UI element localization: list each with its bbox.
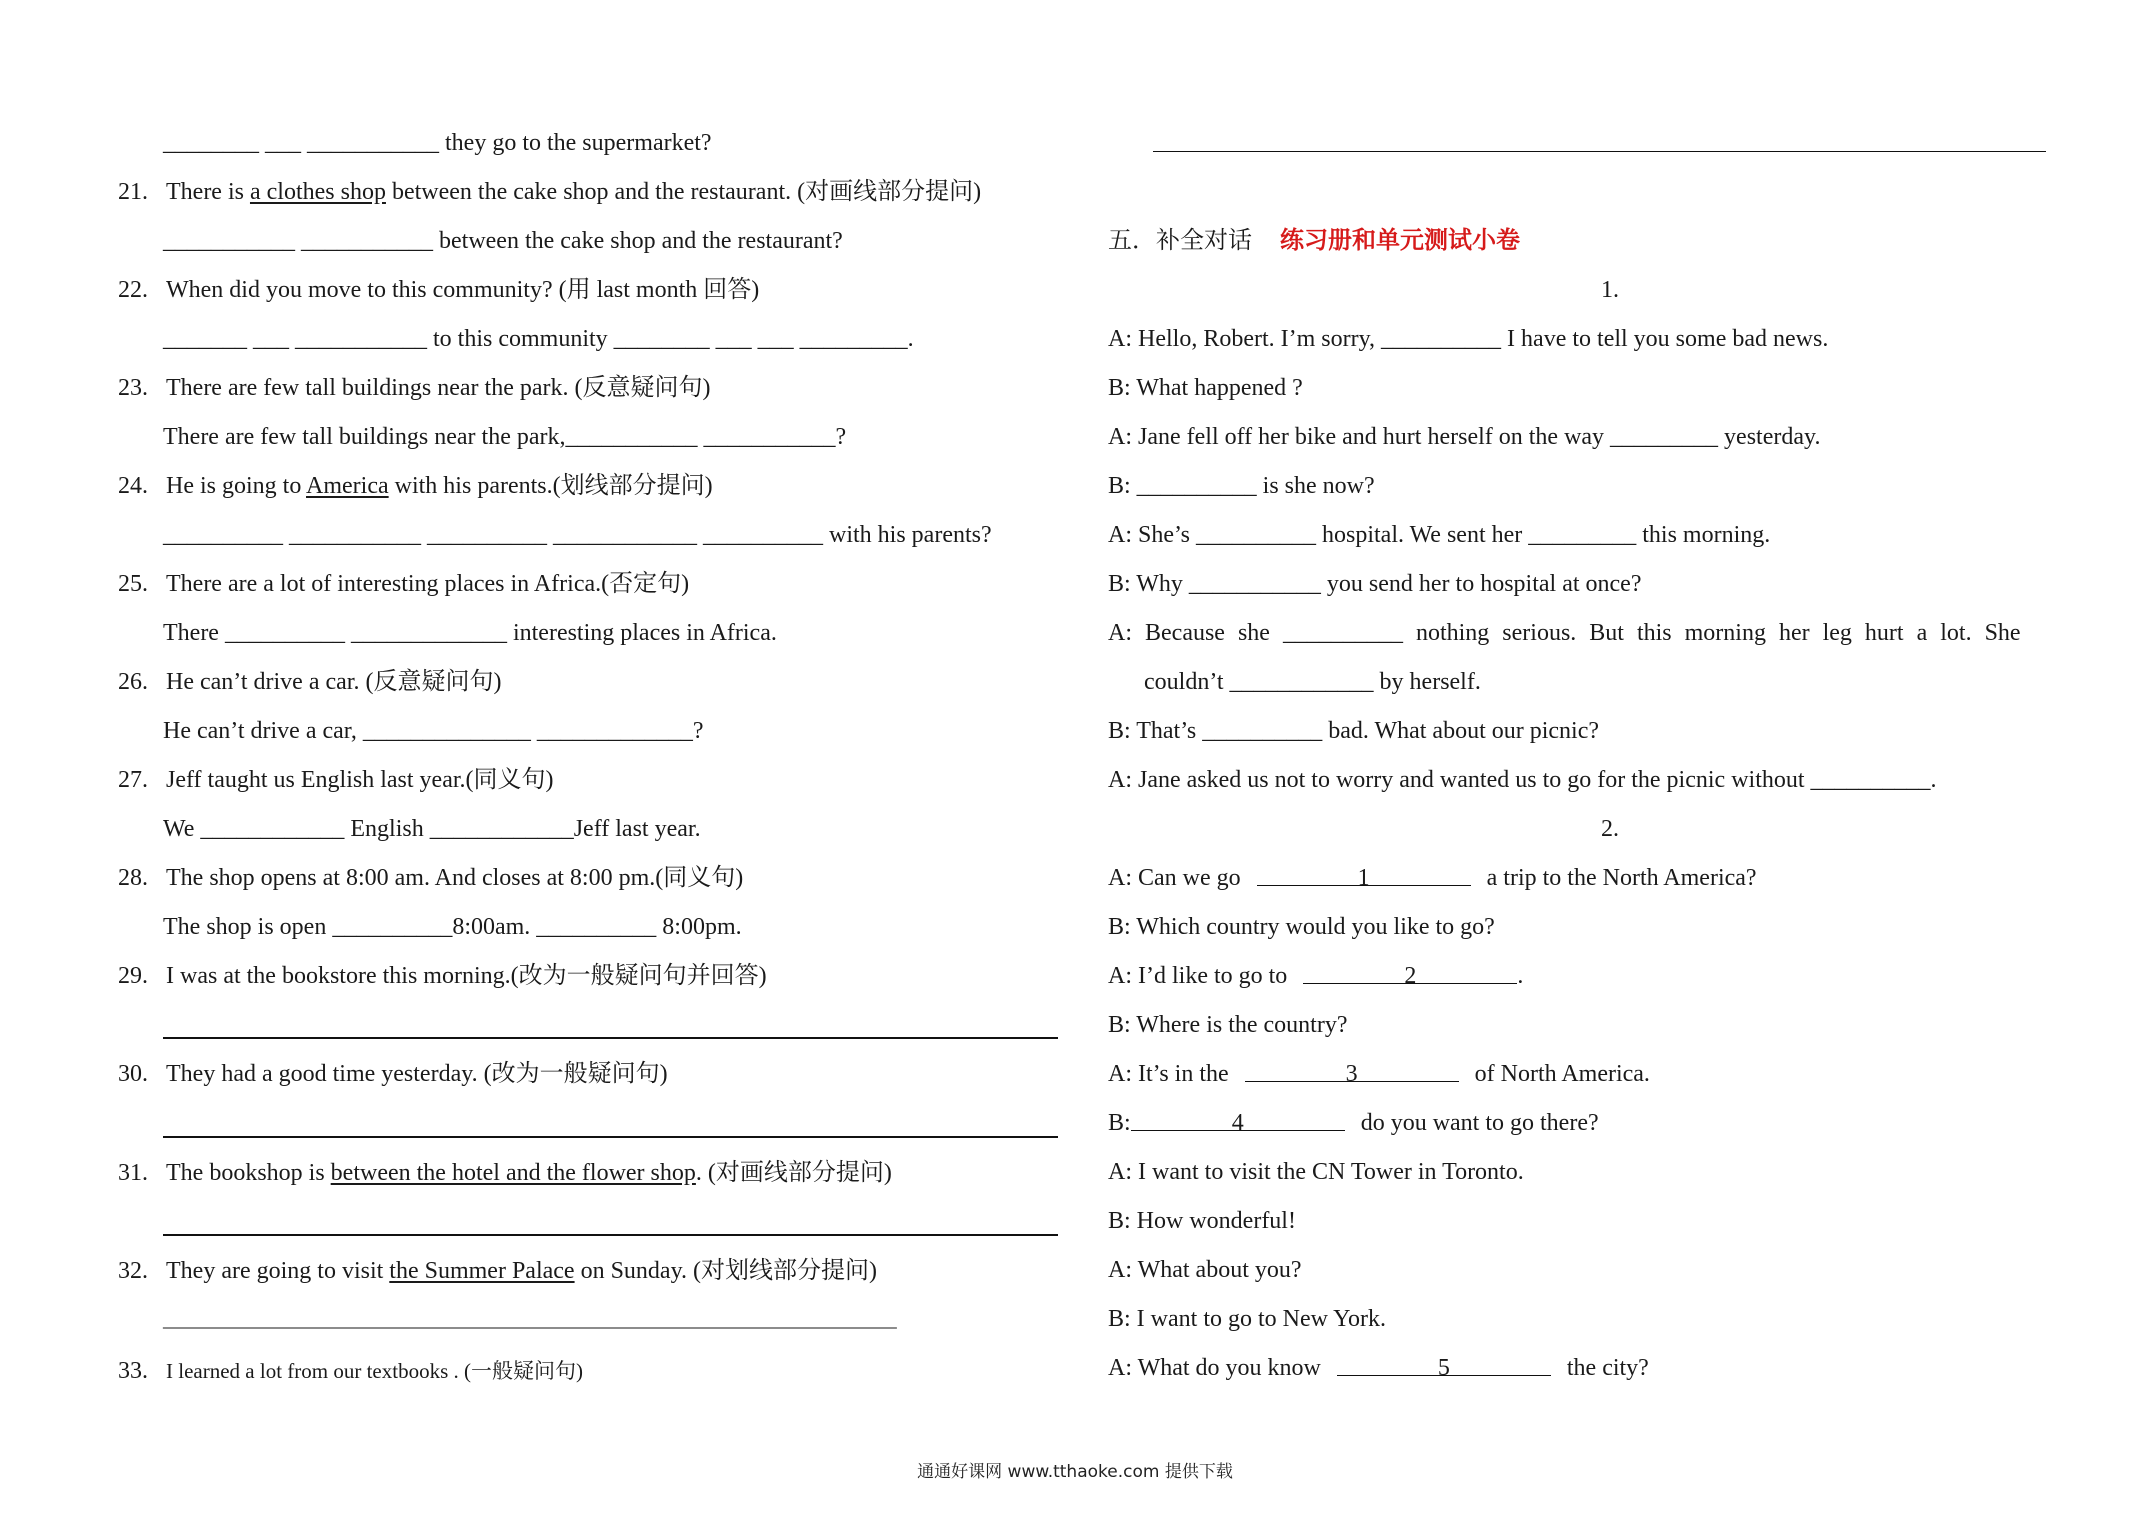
dialogue-2-line: B: Where is the country? [1108,1012,1348,1038]
answer-25: There __________ _____________ interesting places in Africa. [163,620,777,646]
question-number: 32. [118,1258,148,1284]
answer-27: We ____________ English ____________Jeff last year. [163,816,701,842]
dialogue-2-line: B: I want to go to New York. [1108,1306,1387,1332]
dialogue-2-line: B: Which country would you like to go? [1108,914,1495,940]
question-number: 27. [118,767,148,793]
question-26 [118,667,501,697]
question-text: with his parents.(划线部分提问) [388,473,713,499]
section-heading: 五．补全对话 [1108,228,1252,254]
question-number: 23. [118,375,148,401]
question-number: 29. [118,963,148,989]
question-number: 28. [118,865,148,891]
answer-line-30 [163,1136,1058,1138]
question-25 [118,569,689,599]
dialogue-text: . [1517,963,1524,989]
dialogue-2-line [1108,1108,1599,1138]
question-text: between the cake shop and the restaurant. (对画线部分提问) [385,179,982,205]
blank-1: 1 [1257,863,1471,886]
dialogue-1-line: couldn’t ____________ by herself. [1144,669,1481,695]
question-30 [118,1059,668,1089]
blank-5: 5 [1337,1353,1551,1376]
answer-21: ___________ ___________ between the cake shop and the restaurant? [163,228,843,254]
question-text: There are a lot of interesting places in Africa.(否定句) [166,571,690,597]
answer-23: There are few tall buildings near the park,___________ ___________? [163,424,847,450]
dialogue-1-line: B: __________ is she now? [1108,473,1375,499]
answer-22: _______ ___ ___________ to this community ________ ___ ___ _________. [163,326,914,352]
dialogue-1-line: B: Why ___________ you send her to hospital at once? [1108,571,1642,597]
dialogue-text: the city? [1566,1355,1649,1381]
dialogue-1-line: A: She’s __________ hospital. We sent her _________ this morning. [1108,522,1771,548]
question-21 [118,177,981,207]
dialogue-text: A: Can we go [1108,865,1241,891]
answer-line-31 [163,1234,1058,1236]
answer-28: The shop is open __________8:00am. __________ 8:00pm. [163,914,742,940]
dialogue-2-line [1108,1353,1649,1383]
answer-line-29 [163,1037,1058,1039]
blank-2: 2 [1303,961,1517,984]
question-number: 22. [118,277,148,303]
page-footer: 通通好课网 www.tthaoke.com 提供下载 [917,1462,1233,1482]
blank-4: 4 [1131,1108,1345,1131]
question-22 [118,275,759,305]
question-number: 26. [118,669,148,695]
question-23 [118,373,710,403]
dialogue-1-line: A: Jane fell off her bike and hurt herself on the way _________ yesterday. [1108,424,1821,450]
question-text: I learned a lot from our textbooks . (一般疑问句) [166,1359,583,1383]
question-text: There are few tall buildings near the park. (反意疑问句) [166,375,711,401]
blank-3: 3 [1245,1059,1459,1082]
question-number: 21. [118,179,148,205]
dialogue-2-line [1108,1059,1650,1089]
question-text: The shop opens at 8:00 am. And closes at 8:00 pm.(同义句) [166,865,744,891]
question-number: 25. [118,571,148,597]
answer-24: __________ ___________ __________ ____________ __________ with his parents? [163,522,992,548]
question-text: He is going to [166,473,307,499]
question-number: 24. [118,473,148,499]
dialogue-1-line: A: Hello, Robert. I’m sorry, __________ I have to tell you some bad news. [1108,326,1829,352]
question-33 [118,1356,583,1386]
dialogue-1-line: B: That’s __________ bad. What about our picnic? [1108,718,1600,744]
underlined-phrase: between the hotel and the flower shop [330,1160,696,1186]
dialogue-text: A: I’d like to go to [1108,963,1288,989]
question-text: The bookshop is [166,1160,331,1186]
dialogue-1-line: B: What happened ? [1108,375,1303,401]
prev-answer-line: ________ ___ ___________ they go to the supermarket? [163,130,712,156]
dialogue-text: A: It’s in the [1108,1061,1229,1087]
question-text: . (对画线部分提问) [695,1160,892,1186]
dialogue-2-label: 2. [1601,816,1619,842]
underlined-phrase: a clothes shop [249,179,386,205]
answer-line-32: ______________________________________________________________________________ [163,1309,897,1331]
dialogue-2-line: A: What about you? [1108,1257,1302,1283]
underlined-phrase: America [306,473,389,499]
dialogue-text: B: [1108,1110,1131,1136]
dialogue-1-label: 1. [1601,277,1619,303]
dialogue-text: a trip to the North America? [1486,865,1757,891]
dialogue-2-line: B: How wonderful! [1108,1208,1296,1234]
dialogue-2-line [1108,961,1523,991]
question-28 [118,863,743,893]
question-27 [118,765,554,795]
question-number: 30. [118,1061,148,1087]
dialogue-2-line [1108,863,1757,893]
top-answer-line [1153,151,2046,152]
question-text: Jeff taught us English last year.(同义句) [166,767,554,793]
dialogue-text: of North America. [1474,1061,1650,1087]
question-24 [118,471,713,501]
question-text: He can’t drive a car. (反意疑问句) [166,669,502,695]
question-32 [118,1256,877,1286]
question-text: I was at the bookstore this morning.(改为一般疑问句并回答) [166,963,767,989]
section-note-red: 练习册和单元测试小卷 [1280,228,1520,254]
dialogue-1-line: A: Jane asked us not to worry and wanted us to go for the picnic without __________. [1108,767,1937,793]
dialogue-text: A: What do you know [1108,1355,1321,1381]
question-31 [118,1158,892,1188]
question-number: 33. [118,1358,148,1384]
question-text: When did you move to this community? (用 last month 回答) [166,277,760,303]
answer-26: He can’t drive a car, ______________ _____________? [163,718,704,744]
underlined-phrase: the Summer Palace [389,1258,575,1284]
question-29 [118,961,767,991]
question-text: There is [166,179,250,205]
question-number: 31. [118,1160,148,1186]
question-text: They had a good time yesterday. (改为一般疑问句) [166,1061,668,1087]
dialogue-1-line: A: Because she __________ nothing serious. But this morning her leg hurt a lot. She [1108,620,2021,646]
dialogue-text: do you want to go there? [1360,1110,1599,1136]
question-text: on Sunday. (对划线部分提问) [574,1258,878,1284]
question-text: They are going to visit [166,1258,390,1284]
section-title [1108,226,1520,256]
dialogue-2-line: A: I want to visit the CN Tower in Toronto. [1108,1159,1524,1185]
